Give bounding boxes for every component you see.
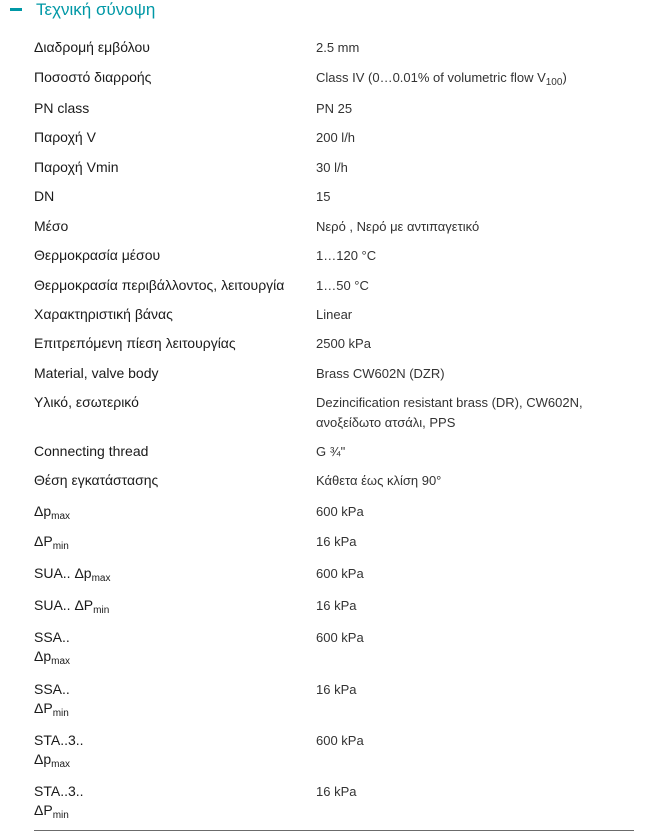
spec-label: Ποσοστό διαρροής [34,69,152,85]
spec-value: Class IV (0…0.01% of volumetric flow $V_{100}$) [316,70,567,88]
spec-label: PN class [34,100,90,116]
spec-label: Μέσο [34,218,69,234]
section-title[interactable]: Τεχνική σύνοψη [36,0,156,19]
spec-label: SUA.. $\Delta P_{min}$ [34,597,110,616]
spec-label: SSA.. $\Delta p_{max}$ [34,629,71,667]
spec-value: G ¾" [316,444,346,459]
minus-icon[interactable] [10,8,22,11]
spec-label: Υλικό, εσωτερικό [34,394,139,410]
spec-value: 16 kPa [316,534,357,549]
spec-label: Connecting thread [34,443,149,459]
spec-label: Επιτρεπόμενη πίεση λειτουργίας [34,335,236,351]
spec-value: 15 [316,189,331,204]
spec-label: $\Delta P_{min}$ [34,533,69,552]
spec-value: 600 kPa [316,630,364,645]
spec-label: SUA.. $\Delta p_{max}$ [34,565,111,584]
section-header[interactable] [0,0,646,22]
spec-label: Material, valve body [34,365,159,381]
spec-label: STA..3.. $\Delta P_{min}$ [34,783,84,821]
spec-value: 16 kPa [316,682,357,697]
spec-value: Dezincification resistant brass (DR), CW602N, ανοξείδωτο ατσάλι, PPS [316,395,583,430]
spec-value: 600 kPa [316,733,364,748]
spec-value: Νερό , Νερό με αντιπαγετικό [316,219,480,234]
spec-label: Παροχή Vmin [34,159,119,175]
spec-value: 30 l/h [316,160,348,175]
spec-value: 2.5 mm [316,40,360,55]
spec-value: 1…50 °C [316,278,369,293]
spec-value: Brass CW602N (DZR) [316,366,445,381]
spec-value: 1…120 °C [316,248,377,263]
spec-value: 2500 kPa [316,336,371,351]
spec-label: DN [34,188,55,204]
spec-value: PN 25 [316,101,353,116]
spec-label: Χαρακτηριστική βάνας [34,306,173,322]
spec-label: Θερμοκρασία μέσου [34,247,161,263]
spec-label: STA..3.. $\Delta p_{max}$ [34,732,84,770]
table-bottom-divider [34,830,634,831]
spec-label: Διαδρομή εμβόλου [34,39,150,55]
spec-value: 16 kPa [316,784,357,799]
spec-value: 200 l/h [316,130,356,145]
spec-label: Θέση εγκατάστασης [34,472,159,488]
spec-value: Κάθετα έως κλίση 90° [316,473,442,488]
spec-label: Θερμοκρασία περιβάλλοντος, λειτουργία [34,277,285,293]
spec-label: SSA.. $\Delta P_{min}$ [34,681,70,719]
spec-value: 600 kPa [316,566,364,581]
spec-value: 16 kPa [316,598,357,613]
spec-label: $\Delta p_{max}$ [34,503,71,522]
spec-value: Linear [316,307,353,322]
spec-label: Παροχή V [34,129,96,145]
spec-value: 600 kPa [316,504,364,519]
